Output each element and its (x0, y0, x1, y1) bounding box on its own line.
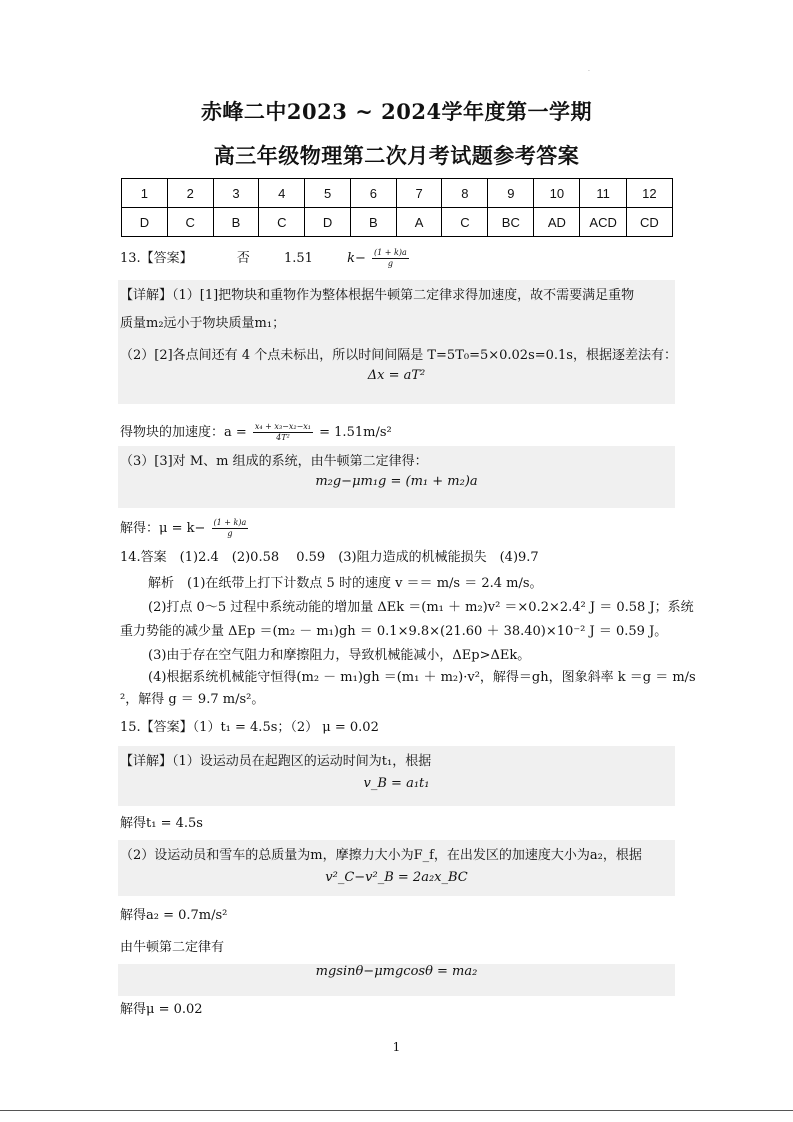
question-number-cell: 7 (396, 179, 442, 208)
q14-analysis-5: (4)根据系统机械能守恒得(m₂ － m₁)gh ＝(m₁ ＋ m₂)·v²，解得＝gh，图象斜率 k ＝g ＝ m/s (148, 670, 696, 685)
fraction-denominator: g (387, 259, 393, 268)
q15-solve-1: 解得t₁ = 4.5s (120, 816, 203, 831)
q13-solve-line (120, 518, 250, 539)
question-number-cell: 9 (488, 179, 534, 208)
q13-accel-label: 得物块的加速度：a = (120, 425, 247, 440)
q15-newton-text: 由牛顿第二定律有 (120, 940, 225, 955)
q15-solve-2: 解得a₂ = 0.7m/s² (120, 908, 228, 923)
answer-cell: CD (626, 208, 672, 237)
q13-accel-result: = 1.51m/s² (319, 425, 392, 440)
q15-equation-1: v_B = a₁t₁ (363, 776, 430, 791)
question-number-cell: 10 (534, 179, 580, 208)
answer-table-numbers-row (122, 179, 673, 208)
question-number-cell: 8 (442, 179, 488, 208)
answer-cell: C (442, 208, 488, 237)
page-number: 1 (392, 1040, 401, 1054)
q15-answer-line: 15.【答案】（1）t₁ = 4.5s；（2） μ = 0.02 (120, 720, 379, 735)
exam-subtitle: 高三年级物理第二次月考试题参考答案 (213, 143, 580, 168)
fraction-denominator: g (227, 529, 233, 538)
q15-solve-3: 解得μ = 0.02 (120, 1002, 203, 1017)
q15-detail-2: （2）设运动员和雪车的总质量为m，摩擦力大小为F_f，在出发区的加速度大小为a₂，根据 (120, 848, 642, 863)
q13-answer-3-left: k− (347, 251, 366, 266)
q13-equation-2: m₂g−μm₁g = (m₁ + m₂)a (315, 474, 478, 489)
q14-analysis-1: 解析 (1)在纸带上打下计数点 5 时的速度 v ＝＝ m/s ＝ 2.4 m/s。 (148, 576, 543, 591)
q13-acceleration-line (120, 422, 392, 443)
question-number-cell: 2 (167, 179, 213, 208)
question-number-cell: 4 (259, 179, 305, 208)
fraction-numerator: (1 + k)a (374, 248, 407, 257)
q13-answer-line (120, 248, 411, 269)
q13-detail-4: （3）[3]对 M、m 组成的系统，由牛顿第二定律得： (120, 454, 428, 469)
fraction-denominator: 4T² (276, 433, 290, 442)
question-number-cell: 1 (122, 179, 168, 208)
q13-equation-1: Δx = aT² (367, 368, 426, 383)
answer-cell: C (259, 208, 305, 237)
answer-cell: B (213, 208, 259, 237)
question-number-cell: 5 (305, 179, 351, 208)
answer-cell: BC (488, 208, 534, 237)
answer-table-answers-row (122, 208, 673, 237)
answer-cell: B (350, 208, 396, 237)
answer-cell: A (396, 208, 442, 237)
fraction-numerator: x₄ + x₃−x₂−x₁ (254, 422, 311, 431)
question-number-cell: 6 (350, 179, 396, 208)
q13-answer-2: 1.51 (283, 251, 313, 266)
q15-equation-3: mgsinθ−μmgcosθ = ma₂ (315, 964, 478, 979)
question-number-cell: 3 (213, 179, 259, 208)
exam-title: 赤峰二中2023 ~ 2024学年度第一学期 (200, 99, 593, 124)
q13-detail-1: 【详解】（1）[1]把物块和重物作为整体根据牛顿第二定律求得加速度，故不需要满足重物 (120, 288, 635, 303)
q15-detail-1: 【详解】（1）设运动员在起跑区的运动时间为t₁，根据 (120, 754, 432, 769)
answer-cell: AD (534, 208, 580, 237)
question-number-cell: 12 (626, 179, 672, 208)
q14-analysis-6: ²，解得 g ＝ 9.7 m/s²。 (120, 692, 265, 707)
bottom-rule (0, 1110, 793, 1111)
answer-cell: D (305, 208, 351, 237)
answer-cell: D (122, 208, 168, 237)
q13-accel-fraction (253, 422, 313, 443)
q13-head: 13.【答案】 (120, 251, 193, 266)
question-number-cell: 11 (580, 179, 626, 208)
answer-cell: ACD (580, 208, 626, 237)
q13-solve-label: 解得：μ = k− (120, 521, 206, 536)
q13-solve-fraction (212, 518, 249, 539)
q14-analysis-2: (2)打点 0～5 过程中系统动能的增加量 ΔEk ＝(m₁ ＋ m₂)v² ＝×0.2×2.4² J ＝ 0.58 J；系统 (148, 600, 694, 615)
q13-answer-3-fraction (372, 248, 409, 269)
q13-detail-3: （2）[2]各点间还有 4 个点未标出，所以时间间隔是 T=5T₀=5×0.02s=0.1s，根据逐差法有： (120, 348, 677, 363)
q14-analysis-3: 重力势能的减少量 ΔEp ＝(m₂ － m₁)gh ＝ 0.1×9.8×(21.60 ＋ 38.40)×10⁻² J ＝ 0.59 J。 (120, 624, 668, 639)
q14-analysis-4: (3)由于存在空气阻力和摩擦阻力，导致机械能减小，ΔEp>ΔEk。 (148, 648, 531, 663)
answer-cell: C (167, 208, 213, 237)
q13-answer-1: 否 (236, 251, 250, 266)
answer-table (121, 178, 673, 237)
q13-detail-2: 质量m₂远小于物块质量m₁； (120, 316, 286, 331)
scan-speck: . (588, 66, 590, 73)
q14-answer-line: 14.答案 (1)2.4 (2)0.58 0.59 (3)阻力造成的机械能损失 (4)9.7 (120, 550, 539, 565)
fraction-numerator: (1 + k)a (213, 518, 247, 527)
q15-equation-2: v²_C−v²_B = 2a₂x_BC (325, 870, 468, 885)
